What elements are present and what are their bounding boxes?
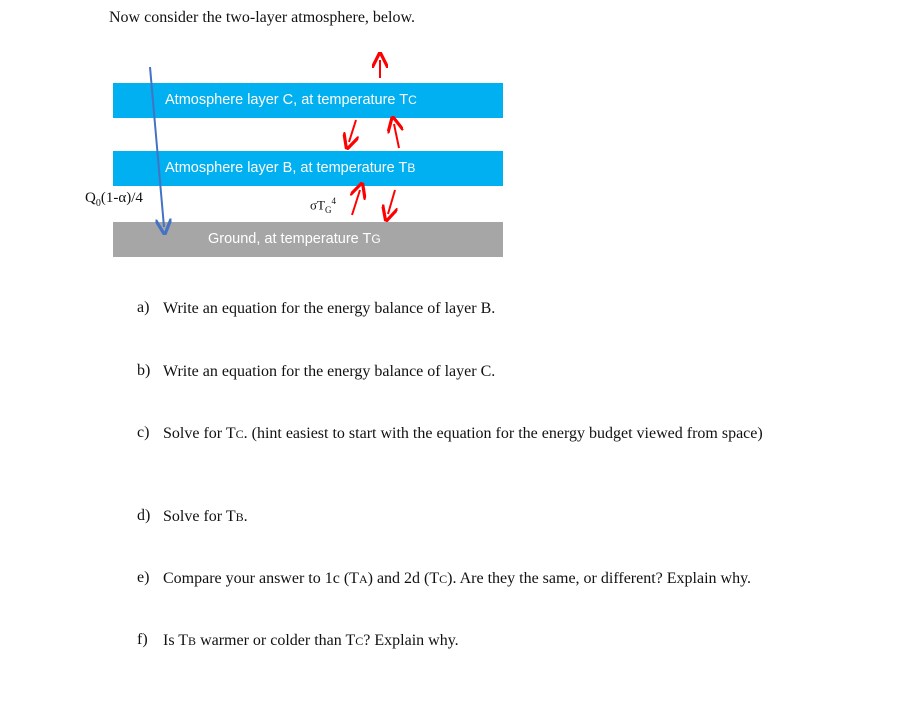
- solar-input-label: $Q_0(1-\alpha)/4$: [85, 190, 143, 209]
- flux-arrows: [0, 0, 913, 290]
- layer-b-label: Atmosphere layer B, at temperature T: [165, 160, 408, 176]
- intro-text: Now consider the two-layer atmosphere, below.: [109, 9, 415, 26]
- c-down-arrow: [349, 120, 356, 142]
- b-down-arrow: [388, 190, 395, 214]
- question-e: e) Compare your answer to 1c (TA) and 2d (TC). Are they the same, or different? Explain why.: [137, 569, 752, 587]
- two-layer-atmosphere-diagram: [0, 0, 913, 290]
- ground-label: Ground, at temperature T: [208, 231, 372, 247]
- ground-subscript: G: [371, 232, 381, 246]
- layer-c-subscript: C: [408, 93, 417, 107]
- b-up-arrow: [394, 124, 399, 148]
- question-f: f) Is TB warmer or colder than TC? Explain why.: [137, 631, 459, 649]
- layer-b-subscript: B: [407, 161, 416, 175]
- question-b: b) Write an equation for the energy balance of layer C.: [137, 362, 496, 380]
- layer-c-label: Atmosphere layer C, at temperature T: [165, 92, 409, 108]
- ground-up-arrow: [352, 190, 360, 215]
- ground-emission-label: $\sigma T_G^4$: [310, 196, 336, 215]
- question-a: a) Write an equation for the energy balance of layer B.: [137, 299, 496, 317]
- solar-arrow: [150, 67, 164, 227]
- question-d: d) Solve for TB.: [137, 507, 248, 525]
- question-c: c) Solve for TC. (hint easiest to start with the equation for the energy budget viewed from space): [137, 424, 763, 442]
